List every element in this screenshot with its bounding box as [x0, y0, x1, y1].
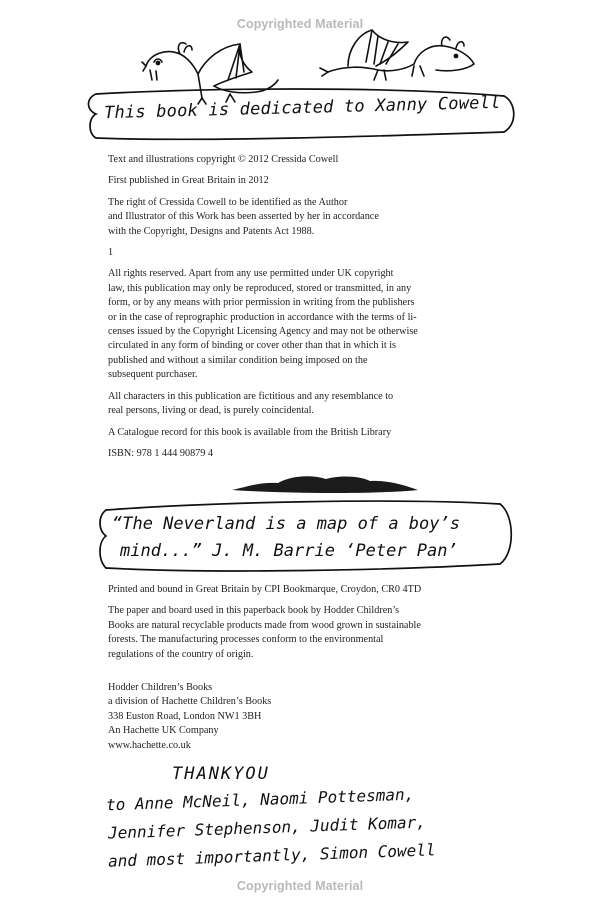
thanks-line-2: Jennifer Stephenson, Judit Komar, — [107, 812, 427, 843]
printing-block — [108, 583, 468, 669]
publisher-address: 338 Euston Road, London NW1 3BH — [108, 710, 262, 722]
copyright-line: Text and illustrations copyright © 2012 Cressida Cowell — [108, 154, 339, 165]
printed-by-line: Printed and bound in Great Britain by CPI Bookmarque, Croydon, CR0 4TD — [108, 584, 422, 595]
watermark-top: Copyrighted Material — [236, 17, 364, 31]
copyright-block — [108, 153, 468, 468]
quote-line-1: “The Neverland is a map of a boy’s — [112, 514, 460, 534]
thanks-line-1: to Anne McNeil, Naomi Pottesman, — [105, 784, 415, 815]
dragon-right-icon — [318, 26, 478, 88]
publisher-block — [108, 681, 468, 753]
first-published-line: First published in Great Britain in 2012 — [108, 175, 269, 187]
paper-notice-paragraph: The paper and board used in this paperback book by Hodder Children’s Books are natural recyclable products made from wood grown in sustainable forests. The manufacturing processes conform to the environmental regulations of the country of origin. — [108, 605, 421, 660]
thanks-heading: THANKYOU — [172, 764, 270, 784]
isbn-line: ISBN: 978 1 444 90879 4 — [108, 447, 213, 459]
print-number: 1 — [108, 247, 114, 259]
rights-reserved-paragraph: All rights reserved. Apart from any use permitted under UK copyright law, this publication may only be reproduced, stored or transmitted, in any form, or by any means with prior permission in writing from the publishers or in the case of reprographic production in accordance with the terms of li- censes issued by the Copyright Licensing Agency and may not be otherwise circulated in any form of binding or cover other than that in which it is published and without a similar condition being imposed on the subsequent purchaser. — [108, 268, 418, 381]
fiction-disclaimer-paragraph: All characters in this publication are fictitious and any resemblance to real persons, living or dead, is purely coincidental. — [108, 390, 394, 417]
publisher-name: Hodder Children’s Books — [108, 682, 213, 693]
publisher-company: An Hachette UK Company — [108, 725, 219, 737]
quote-line-2: mind...” J. M. Barrie ‘Peter Pan’ — [120, 541, 458, 561]
scroll-banner-icon — [96, 490, 516, 580]
moral-rights-paragraph: The right of Cressida Cowell to be identified as the Author and Illustrator of this Work has been asserted by her in accordance with the Copyright, Designs and Patents Act 1988. — [108, 196, 379, 237]
publisher-website[interactable]: www.hachette.co.uk — [108, 739, 191, 751]
dedication-text: This book is dedicated to Xanny Cowell — [103, 92, 501, 124]
watermark-bottom: Copyrighted Material — [236, 879, 364, 893]
catalogue-line: A Catalogue record for this book is available from the British Library — [108, 426, 392, 438]
thanks-line-3: and most importantly, Simon Cowell — [107, 840, 436, 871]
publisher-division: a division of Hachette Children’s Books — [108, 696, 272, 708]
